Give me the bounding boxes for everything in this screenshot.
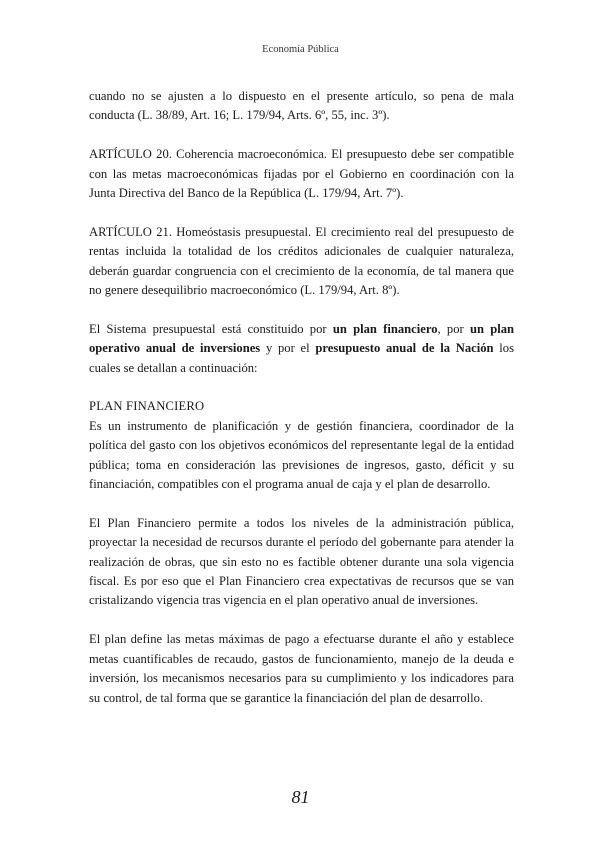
text-run: los cuales se detallan a continuación:: [89, 341, 514, 375]
paragraph-articulo-21: ARTÍCULO 21. Homeóstasis presupuestal. El crecimiento real del presupuesto de rentas incluida la totalidad de los créditos adicionales de cualquier naturaleza, deberán guardar congruencia con el crecimiento de la economía, de tal manera que no genere desequilibrio macroeconómico (L. 179/94, Art. 8º).: [89, 224, 514, 298]
text-run: El Sistema presupuestal está constituido por: [89, 321, 333, 336]
paragraph-continuation: cuando no se ajusten a lo dispuesto en el presente artículo, so pena de mala conducta (L. 38/89, Art. 16; L. 179/94, Arts. 6º, 55, inc. 3º).: [89, 89, 514, 123]
bold-term-plan-operativo: un plan operativo anual de inversiones: [89, 321, 515, 356]
paragraph-plan-financiero-definicion: Es un instrumento de planificación y de gestión financiera, coordinador de la política del gasto con los objetivos económicos del representante legal de la entidad pública; toma en consideración las previsiones de ingresos, gasto, déficit y su financiación, compatibles con el programa anual de caja y el plan de desarrollo.: [89, 418, 514, 492]
running-head: Economía Pública: [262, 44, 339, 55]
paragraph-plan-financiero-niveles: El Plan Financiero permite a todos los niveles de la administración pública, proyectar la necesidad de recursos durante el período del gobernante para atender la realización de obras, que sin esto no es factible obtener durante una sola vigencia fiscal. Es por eso que el Plan Financiero crea expectativas de recursos que se van cristalizando vigencia tras vigencia en el plan operativo anual de inversiones.: [89, 515, 514, 608]
paragraph-articulo-20: ARTÍCULO 20. Coherencia macroeconómica. El presupuesto debe ser compatible con las metas macroeconómicas fijadas por el Gobierno en coordinación con la Junta Directiva del Banco de la República (L. 179/94, Art. 7º).: [89, 147, 514, 201]
text-run: y por el: [260, 341, 316, 356]
paragraph-plan-metas: El plan define las metas máximas de pago a efectuarse durante el año y establece metas cuantificables de recaudo, gastos de funcionamiento, manejo de la deuda e inversión, los mecanismos necesarios para su cumplimiento y los indicadores para su control, de tal forma que se garantice la financiación del plan de desarrollo.: [89, 632, 514, 705]
bold-term-plan-financiero: un plan financiero: [332, 321, 438, 336]
page-number: 81: [291, 787, 310, 807]
page-body: [89, 87, 514, 708]
section-heading-plan-financiero: PLAN FINANCIERO: [89, 399, 205, 414]
bold-term-presupuesto-anual: presupuesto anual de la Nación: [315, 341, 494, 356]
paragraph-sistema-presupuestal: [89, 320, 514, 378]
text-run: , por: [437, 321, 470, 336]
